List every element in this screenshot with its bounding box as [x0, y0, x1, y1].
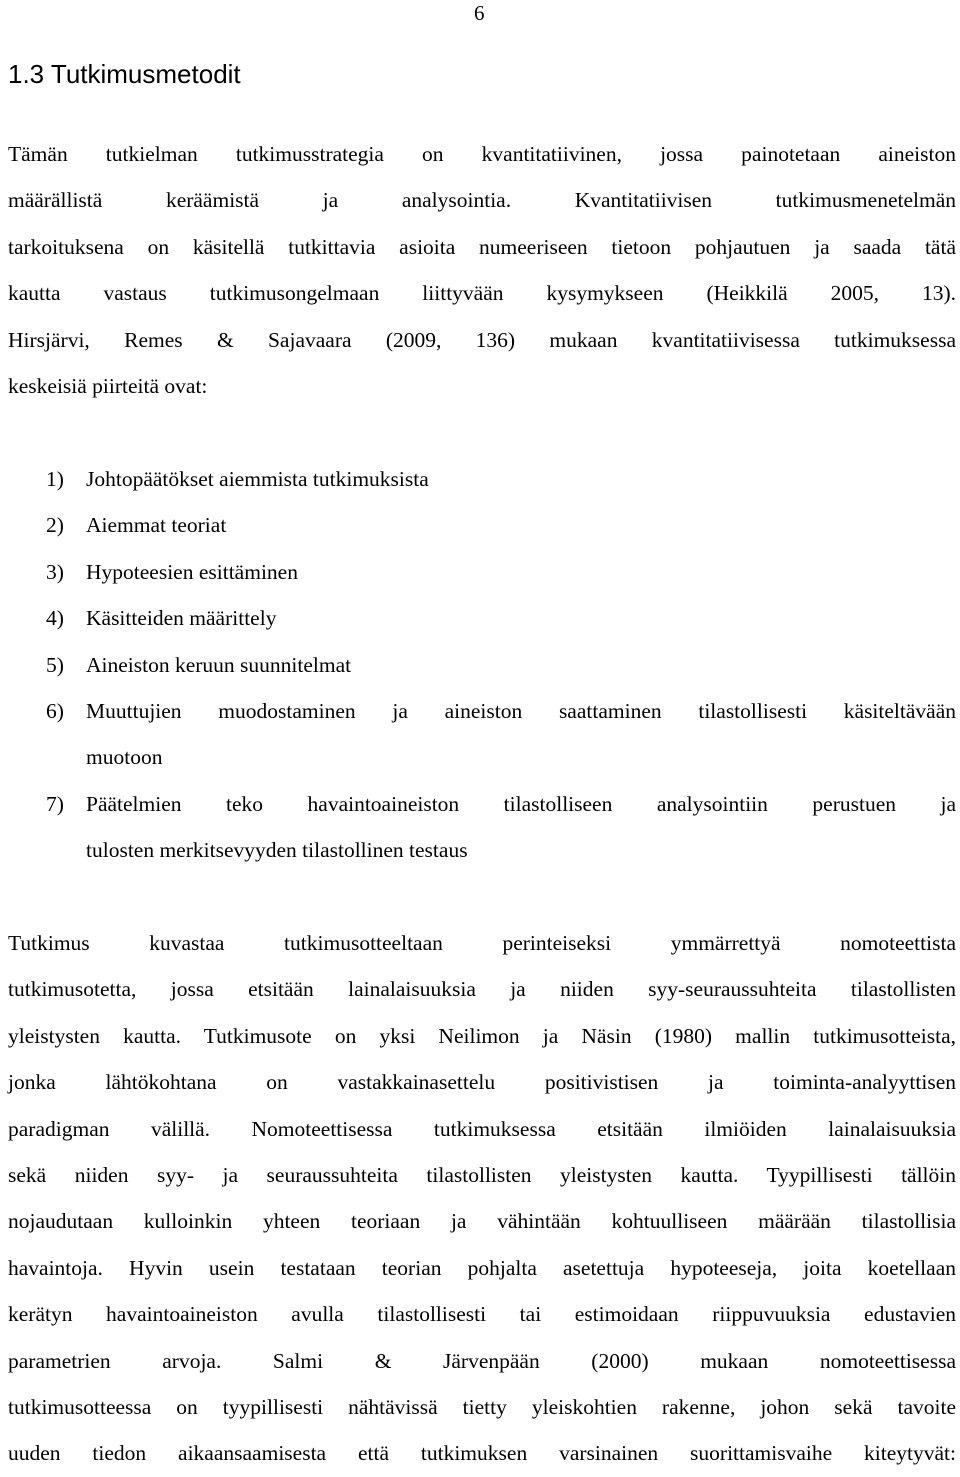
list-item — [46, 456, 956, 502]
list-item — [46, 549, 956, 595]
list-item-text: Aiemmat teoriat — [86, 513, 227, 538]
paragraph-line: Tämän tutkielman tutkimusstrategia on kvantitatiivinen, jossa painotetaan aineiston — [8, 142, 956, 166]
final-paragraph — [8, 920, 956, 1477]
list-item-number: 1) — [46, 467, 64, 491]
list-item — [46, 642, 956, 688]
list-item-number: 3) — [46, 559, 64, 584]
list-item-number: 6) — [46, 699, 64, 724]
features-list — [46, 456, 956, 874]
list-item-number: 2) — [46, 513, 64, 538]
list-item-text: Aineiston keruun suunnitelmat — [86, 652, 352, 677]
paragraph-line: nojaudutaan kulloinkin yhteen teoriaan ja vähintään kohtuulliseen määrään tilastollisia — [8, 1209, 956, 1234]
list-item-text: Johtopäätökset aiemmista tutkimuksista — [86, 467, 429, 491]
list-item — [46, 502, 956, 548]
paragraph-line: kautta vastaus tutkimusongelmaan liittyvään kysymykseen (Heikkilä 2005, 13). — [8, 281, 956, 306]
list-item-text: Käsitteiden määrittely — [86, 606, 277, 631]
paragraph-line: havaintoja. Hyvin usein testataan teorian pohjalta asetettuja hypoteeseja, joita koetellaan — [8, 1255, 956, 1280]
list-item-number: 4) — [46, 606, 64, 631]
paragraph-line: Tutkimus kuvastaa tutkimusotteeltaan perinteiseksi ymmärrettyä nomoteettista — [8, 931, 956, 955]
list-item-number: 5) — [46, 652, 64, 677]
paragraph-line: paradigman välillä. Nomoteettisessa tutkimuksessa etsitään ilmiöiden lainalaisuuksia — [8, 1116, 956, 1141]
list-item — [46, 688, 956, 781]
list-item-text: muotoon — [86, 745, 163, 770]
list-item-number: 7) — [46, 791, 64, 816]
paragraph-line: määrällistä keräämistä ja analysointia. Kvantitatiivisen tutkimusmenetelmän — [8, 188, 956, 213]
list-item-text: Päätelmien teko havaintoaineiston tilastolliseen analysointiin perustuen ja — [86, 791, 956, 816]
paragraph-line: tutkimusotteessa on tyypillisesti nähtävissä tietty yleiskohtien rakenne, johon sekä tavoite — [8, 1395, 956, 1420]
list-item-text: Muuttujien muodostaminen ja aineiston saattaminen tilastollisesti käsiteltävään — [86, 699, 956, 724]
paragraph-line: jonka lähtökohtana on vastakkainasettelu positivistisen ja toiminta-analyyttisen — [8, 1070, 956, 1095]
list-item — [46, 595, 956, 641]
list-item — [46, 781, 956, 874]
intro-paragraph — [8, 131, 956, 409]
list-item-text: tulosten merkitsevyyden tilastollinen testaus — [86, 838, 468, 863]
paragraph-line: parametrien arvoja. Salmi & Järvenpään (2000) mukaan nomoteettisessa — [8, 1348, 956, 1373]
paragraph-line: tarkoituksena on käsitellä tutkittavia asioita numeeriseen tietoon pohjautuen ja saada tätä — [8, 234, 956, 259]
section-heading: 1.3 Tutkimusmetodit — [8, 59, 241, 89]
paragraph-line: Hirsjärvi, Remes & Sajavaara (2009, 136) mukaan kvantitatiivisessa tutkimuksessa — [8, 327, 956, 352]
paragraph-line: keskeisiä piirteitä ovat: — [8, 374, 208, 399]
paragraph-line: yleistysten kautta. Tutkimusote on yksi Neilimon ja Näsin (1980) mallin tutkimusotteista, — [8, 1023, 956, 1048]
paragraph-line: kerätyn havaintoaineiston avulla tilastollisesti tai estimoidaan riippuvuuksia edustavien — [8, 1302, 956, 1327]
list-item-text: Hypoteesien esittäminen — [86, 559, 298, 584]
paragraph-line: tutkimusotetta, jossa etsitään lainalaisuuksia ja niiden syy-seuraussuhteita tilastollisten — [8, 977, 956, 1002]
page-number: 6 — [474, 1, 485, 25]
paragraph-line: uuden tiedon aikaansaamisesta että tutkimuksen varsinainen suorittamisvaihe kiteytyvät: — [8, 1441, 956, 1466]
paragraph-line: sekä niiden syy- ja seuraussuhteita tilastollisten yleistysten kautta. Tyypillisesti tällöin — [8, 1163, 956, 1188]
